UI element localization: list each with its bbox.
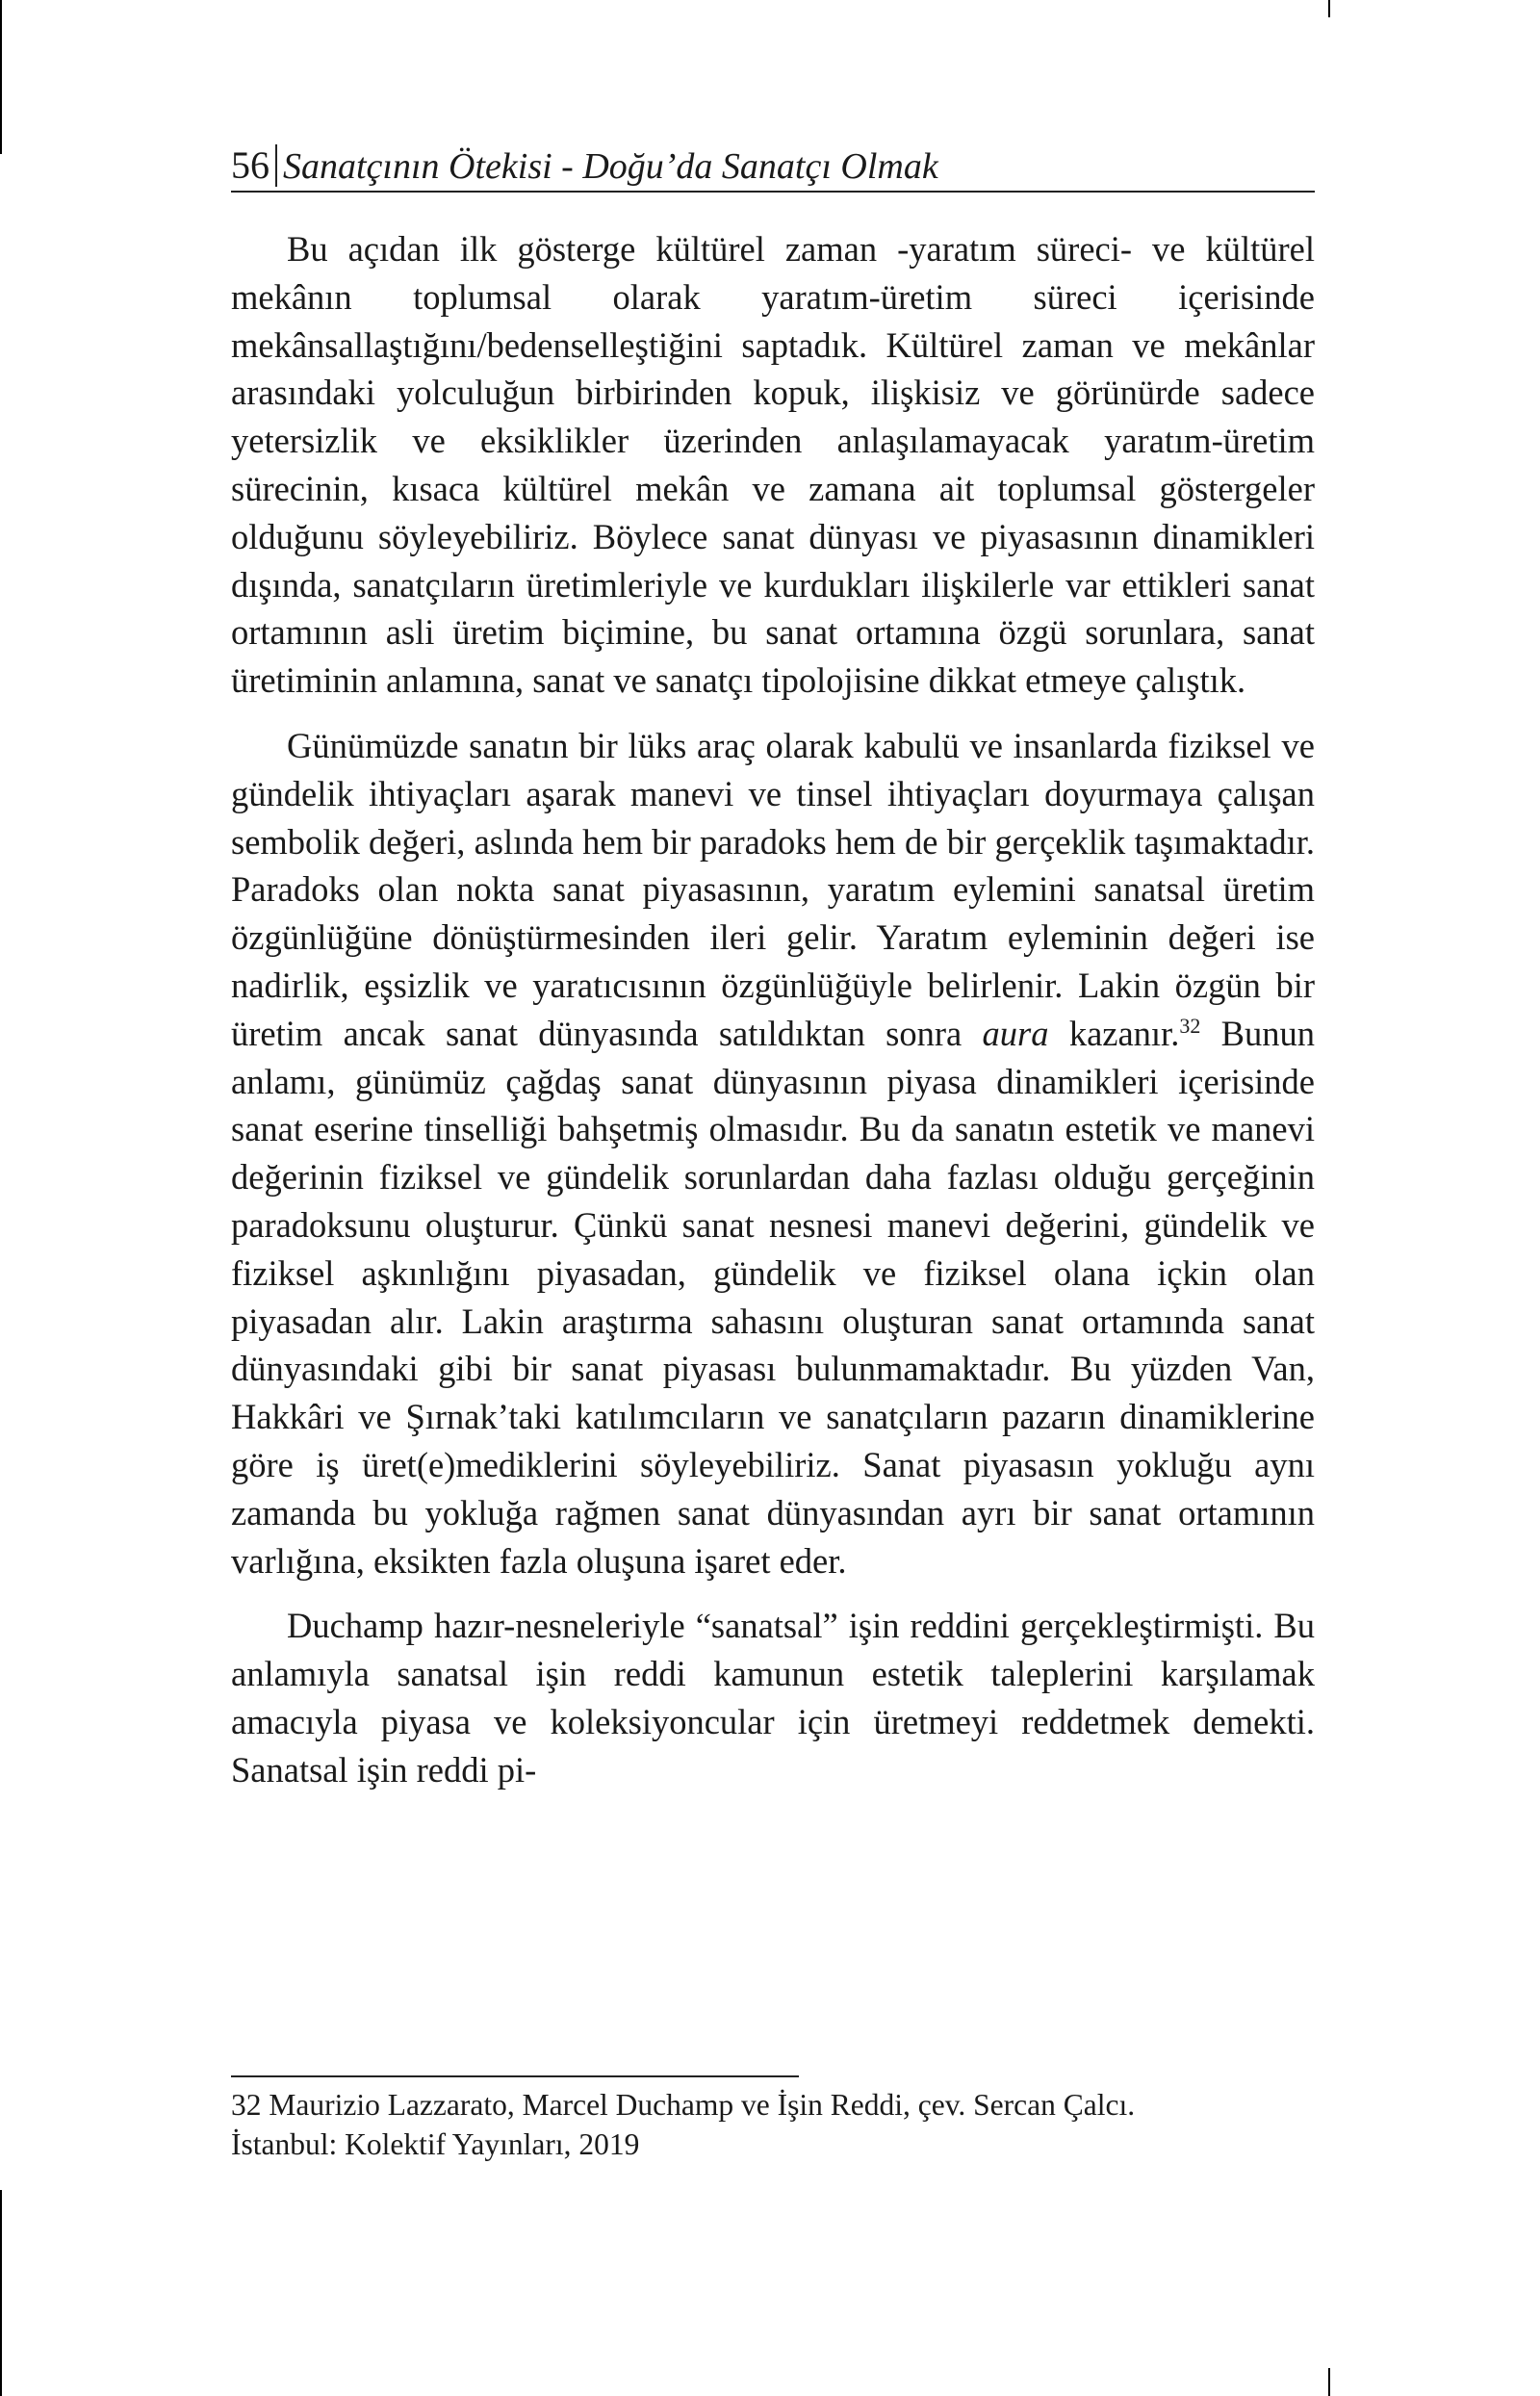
- running-title: Sanatçının Ötekisi - Doğu’da Sanatçı Olmak: [283, 146, 938, 187]
- footnote-divider: [231, 2075, 799, 2077]
- crop-mark-top-left: [0, 0, 2, 154]
- crop-mark-top-right: [1328, 0, 1330, 17]
- footnote-32-line-1: 32 Maurizio Lazzarato, Marcel Duchamp ve İşin Reddi, çev. Sercan Çalcı.: [231, 2088, 1136, 2122]
- crop-mark-bottom-left: [0, 2190, 2, 2396]
- italic-term: aura: [982, 1013, 1049, 1053]
- paragraph-3: Duchamp hazır-nesneleriyle “sanatsal” işin reddini gerçekleştirmişti. Bu anlamıyla sanatsal işin reddi kamunun estetik taleplerini karşılamak amacıyla piyasa ve koleksiyoncular için üretmeyi reddetmek demekti. Sanatsal işin reddi pi-: [231, 1606, 1315, 1790]
- paragraph-2-text-a: Günümüzde sanatın bir lüks araç olarak kabulü ve insanlarda fiziksel ve gündelik ihtiyaçları aşarak manevi ve tinsel ihtiyaçları doyurmaya çalışan sembolik değeri, aslında hem bir paradoks hem de bir gerçeklik taşımaktadır. Paradoks olan nokta sanat piyasasının, yaratım eylemini sanatsal üretim özgünlüğüne dönüştürmesinden ileri gelir. Yaratım eyleminin değeri ise nadirlik, eşsizlik ve yaratıcısının özgünlüğüyle belirlenir. Lakin özgün bir üretim ancak sanat dünyasında satıldıktan sonra: [231, 725, 1315, 1053]
- footnotes: [231, 2075, 1315, 2164]
- footnote-32-line-2: İstanbul: Kolektif Yayınları, 2019: [231, 2127, 640, 2161]
- paragraph-1: Bu açıdan ilk gösterge kültürel zaman -yaratım süreci- ve kültürel mekânın toplumsal olarak yaratım-üretim süreci içerisinde mekânsallaştığını/bedenselleştiğini saptadık. Kültürel zaman ve mekânlar arasındaki yolculuğun birbirinden kopuk, ilişkisiz ve görünürde sadece yetersizlik ve eksiklikler üzerinden anlaşılamayacak yaratım-üretim sürecinin, kısaca kültürel mekân ve zamana ait toplumsal göstergeler olduğunu söyleyebiliriz. Böylece sanat dünyası ve piyasasının dinamikleri dışında, sanatçıların üretimleriyle ve kurdukları ilişkilerle var ettikleri sanat ortamının asli üretim biçimine, bu sanat ortamına özgü sorunlara, sanat üretiminin anlamına, sanat ve sanatçı tipolojisine dikkat etmeye çalıştık.: [231, 229, 1315, 701]
- running-header: [231, 144, 1315, 193]
- crop-mark-bottom-right: [1328, 2368, 1330, 2396]
- body-text: [231, 225, 1315, 1794]
- paragraph-2-text-b: kazanır.: [1048, 1013, 1180, 1053]
- page-number: 56: [231, 144, 277, 187]
- book-page: [231, 144, 1315, 1794]
- footnote-reference[interactable]: 32: [1179, 1013, 1201, 1038]
- paragraph-2-text-c: Bunun anlamı, günümüz çağdaş sanat dünyasının piyasa dinamikleri içerisinde sanat eserine tinselliği bahşetmiş olmasıdır. Bu da sanatın estetik ve manevi değerinin fiziksel ve gündelik sorunlardan daha fazlası olduğu gerçeğinin paradoksunu oluşturur. Çünkü sanat nesnesi manevi değerini, gündelik ve fiziksel aşkınlığını piyasadan, gündelik ve fiziksel olana içkin olan piyasadan alır. Lakin araştırma sahasını oluşturan sanat ortamında sanat dünyasındaki gibi bir sanat piyasası bulunmamaktadır. Bu yüzden Van, Hakkâri ve Şırnak’taki katılımcıların ve sanatçıların pazarın dinamiklerine göre iş üret(e)mediklerini söyleyebiliriz. Sanat piyasasın yokluğu aynı zamanda bu yokluğa rağmen sanat dünyasından ayrı bir sanat ortamının varlığına, eksikten fazla oluşuna işaret eder.: [231, 1013, 1315, 1581]
- paragraph-2: [231, 722, 1315, 1584]
